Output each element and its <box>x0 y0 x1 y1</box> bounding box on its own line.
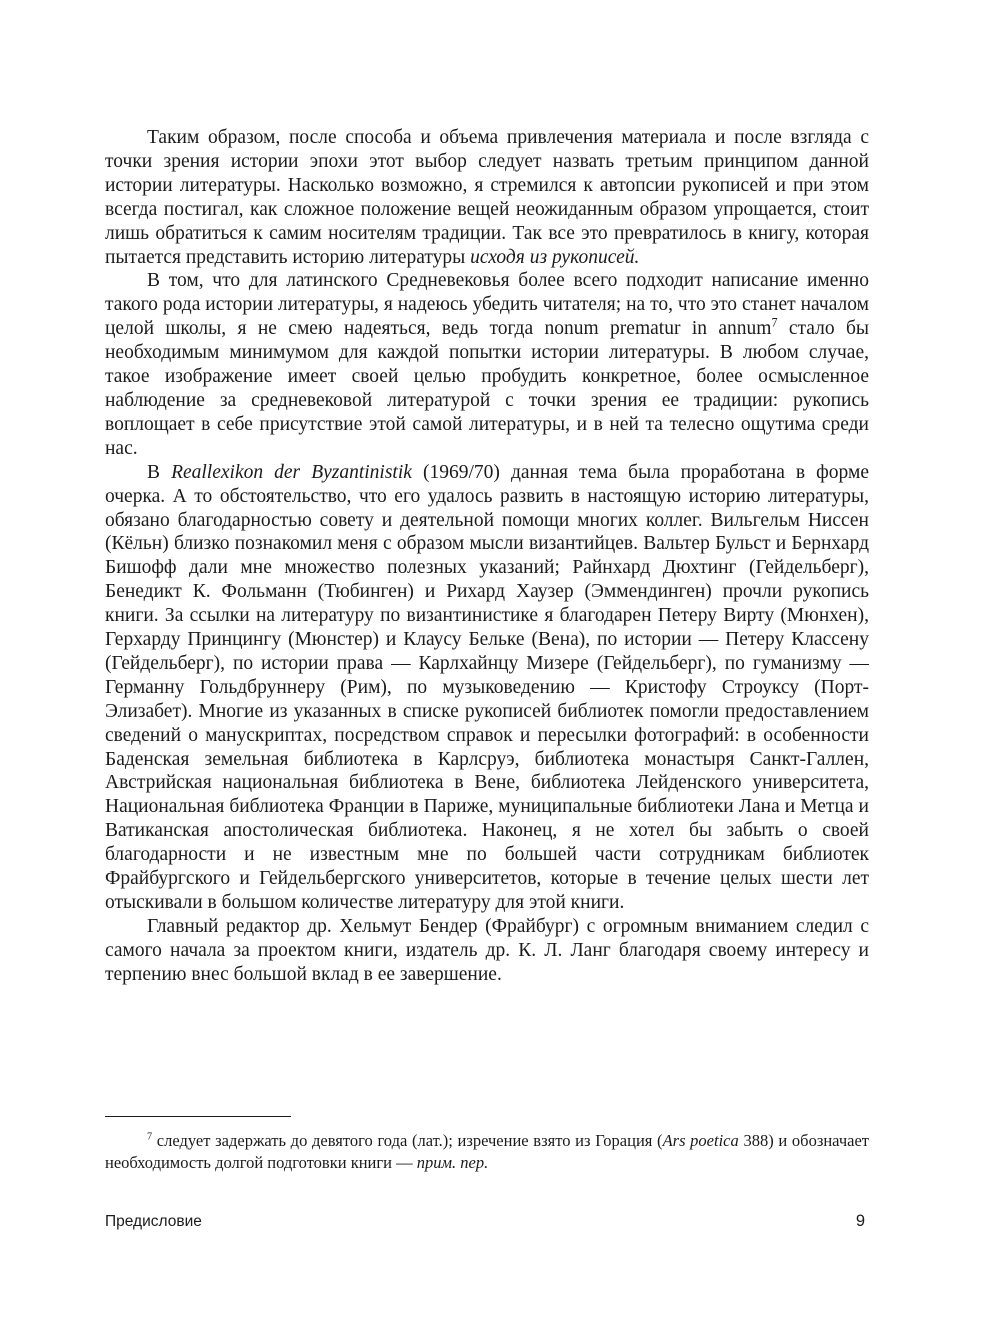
emphasis-text: Reallexikon der Byzantinistik <box>171 461 412 483</box>
text-run: В <box>147 461 172 483</box>
paragraph <box>105 915 869 987</box>
text-run: (1969/70) данная тема была проработана в форме очерка. А то обстоятельство, что его удалось развить в настоящую историю литературы, обязано благодарностью совету и деятельной помощи многих коллег. Вильгельм Ниссен (Кёльн) близко познакомил меня с образом мысли византийцев. Вальтер Бульст и Бернхард Бишофф дали мне множество полезных указаний; Райнхард Дюхтинг (Гейдельберг), Бенедикт К. Фольманн (Тюбинген) и Рихард Хаузер (Эммендинген) прочли рукопись книги. За ссылки на литературу по византинистике я благодарен Петеру Вирту (Мюнхен), Герхарду Принцингу (Мюнстер) и Клаусу Бельке (Вена), по истории — Петеру Классену (Гейдельберг), по истории права — Карлхайнцу Мизере (Гейдельберг), по гуманизму — Германну Гольдбруннеру (Рим), по музыковедению — Кристофу Строуксу (Порт-Элизабет). Многие из указанных в списке рукописей библиотек помогли предоставлением сведений о манускриптах, посредством справок и пересылки фотографий: в особенности Баденская земельная библиотека в Карлсруэ, библиотека монастыря Санкт-Галлен, Австрийская национальная библиотека в Вене, библиотека Лейденского университета, Национальная библиотека Франции в Париже, муниципальные библиотеки Лана и Метца и Ватиканская апостолическая библиотека. Наконец, я не хотел бы забыть о своей благодарности и не известным мне по большей части сотрудникам библиотек Фрайбургского и Гейдельбергского университетов, которые в течение целых шести лет отыскивали в большом количестве литературу для этой книги. <box>105 461 869 913</box>
emphasis-text: исходя из рукописей. <box>470 246 640 268</box>
body-text <box>105 126 869 987</box>
page-footer <box>105 1212 865 1231</box>
text-run: стало бы необходимым минимумом для каждой попытки истории литературы. В любом случае, такое изображение имеет своей целью пробудить конкретное, более осмысленное наблюдение за средневековой литературой с точки зрения ее традиции: рукопись воплощает в себе присутствие этой самой литературы, и в ней та телесно ощутима среди нас. <box>105 318 869 459</box>
footnote-reference: 7 <box>147 1131 153 1143</box>
paragraph <box>105 269 869 460</box>
text-run: Главный редактор др. Хельмут Бендер (Фрайбург) с огромным вниманием следил с самого начала за проектом книги, издатель др. К. Л. Ланг благодаря своему интересу и терпению внес большой вклад в ее завершение. <box>105 915 869 985</box>
text-run: Таким образом, после способа и объема привлечения материала и после взгляда с точки зрения истории эпохи этот выбор следует назвать третьим принципом данной истории литературы. Насколько возможно, я стремился к автопсии рукописей и при этом всегда постигал, как сложное положение вещей неожиданным образом упрощается, стоит лишь обратиться к самим носителям традиции. Так все это превратилось в книгу, которая пытается представить историю литературы <box>105 127 869 268</box>
paragraph <box>105 461 869 915</box>
emphasis-text: Ars poetica <box>662 1131 739 1150</box>
text-run: 388) и обозначает необходимость долгой подготовки книги — <box>105 1131 869 1172</box>
footer-section-title: Предисловие <box>105 1213 202 1230</box>
footnote-reference: 7 <box>771 315 778 330</box>
footer-page-number: 9 <box>855 1212 865 1230</box>
text-run: следует задержать до девятого года (лат.); изречение взято из Горация ( <box>152 1131 663 1150</box>
footnote-separator <box>105 1116 291 1117</box>
emphasis-text: прим. пер. <box>416 1153 489 1172</box>
text-run: В том, что для латинского Средневековья более всего подходит написание именно такого рода истории литературы, я надеюсь убедить читателя; на то, что это станет началом целой школы, я не смею надеяться, ведь тогда nonum prematur in annum <box>105 270 869 340</box>
footnote-block <box>105 1116 869 1174</box>
paragraph <box>105 126 869 269</box>
footnote-text <box>105 1130 869 1174</box>
